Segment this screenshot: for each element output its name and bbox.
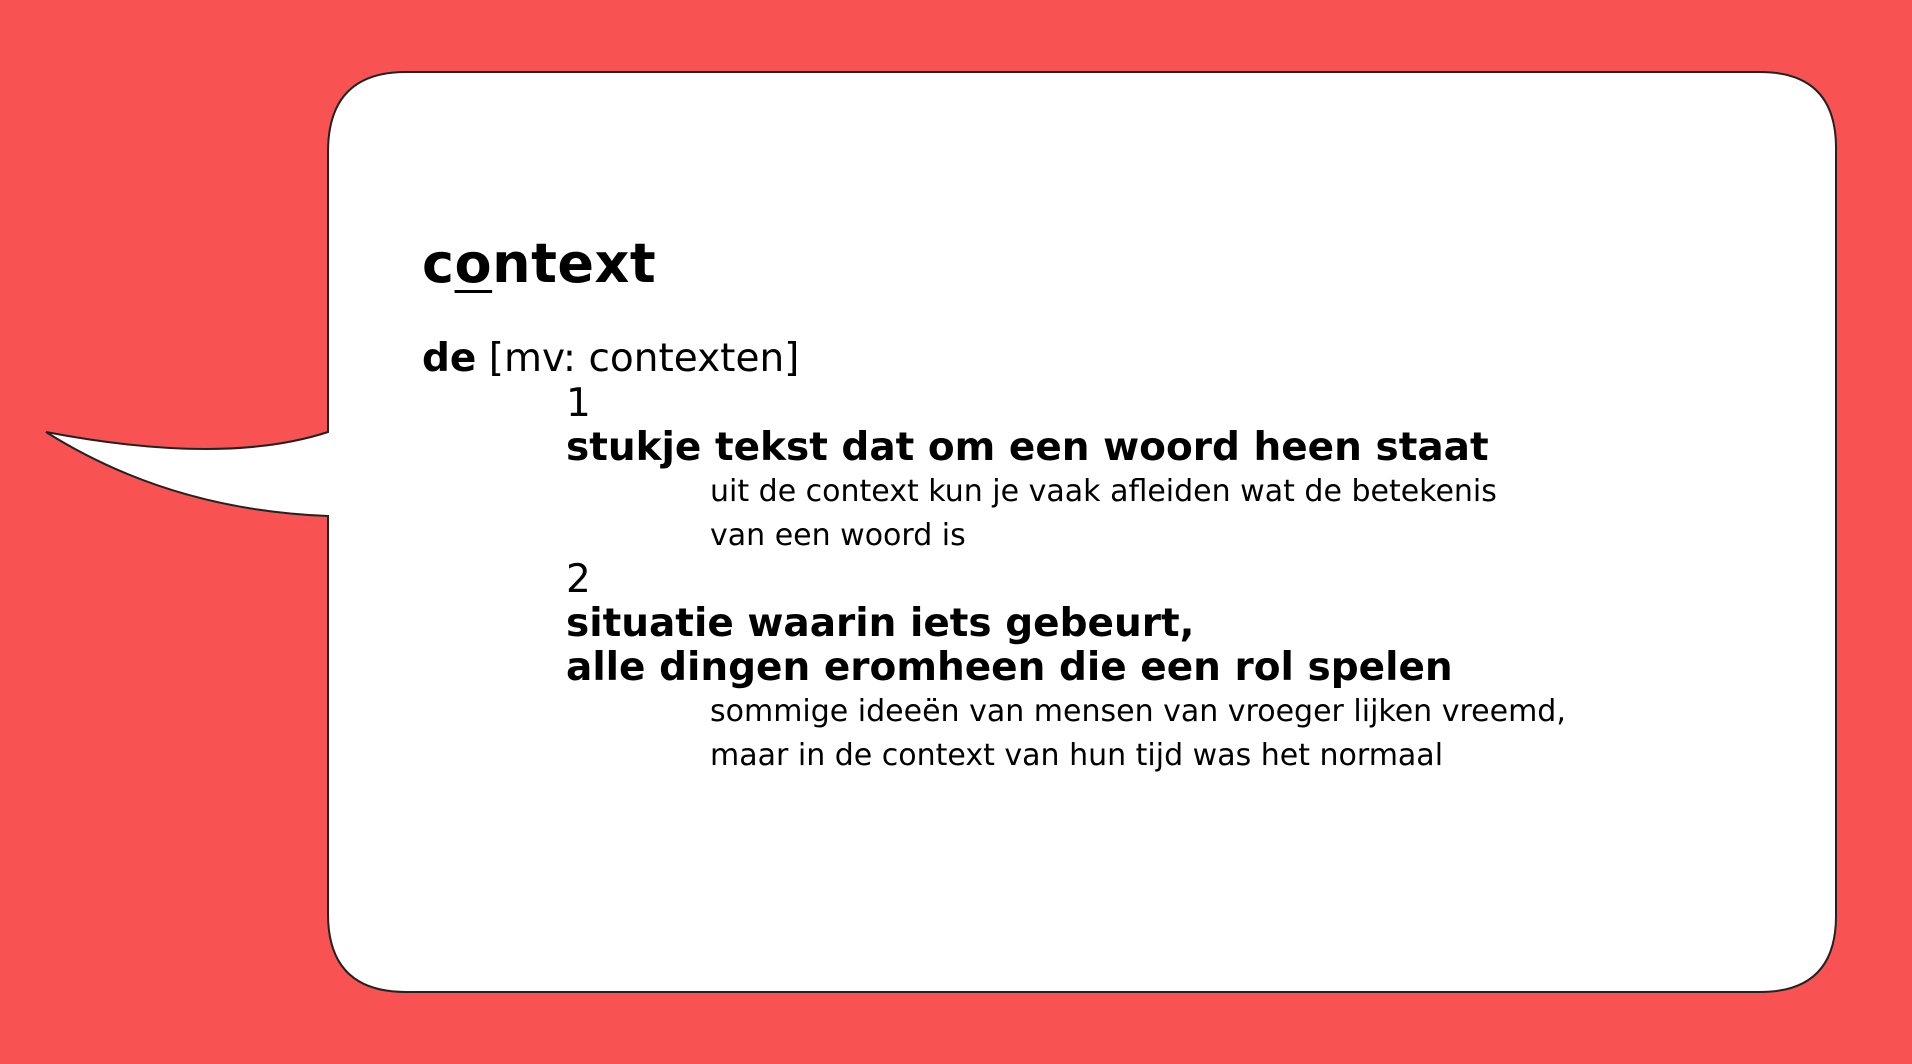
example-line: sommige ideeën van mensen van vroeger lijken vreemd, (710, 694, 1566, 729)
article: de (422, 336, 477, 381)
sense-example (710, 470, 1782, 558)
example-line: uit de context kun je vaak afleiden wat de betekenis (710, 474, 1497, 509)
sense-example (710, 690, 1782, 778)
sense-definition: stukje tekst dat om een woord heen staat (566, 425, 1489, 470)
definition-line: situatie waarin iets gebeurt, (566, 601, 1195, 646)
sense-1 (566, 382, 1782, 558)
sense-2 (566, 558, 1782, 778)
sense-number: 2 (566, 557, 591, 602)
example-line: van een woord is (710, 518, 966, 553)
headword-stressed-vowel: o (454, 232, 493, 295)
plural-note: [mv: contexten] (488, 336, 800, 381)
example-line: maar in de context van hun tijd was het normaal (710, 738, 1444, 773)
headword-part-after: ntext (492, 232, 657, 295)
grammar-line (422, 336, 1782, 382)
definition-line: alle dingen eromheen die een rol spelen (566, 645, 1453, 690)
headword (422, 228, 1782, 300)
dictionary-entry (422, 228, 1782, 778)
headword-part-before: c (422, 232, 455, 295)
sense-definition (566, 602, 1782, 690)
sense-number: 1 (566, 381, 591, 426)
